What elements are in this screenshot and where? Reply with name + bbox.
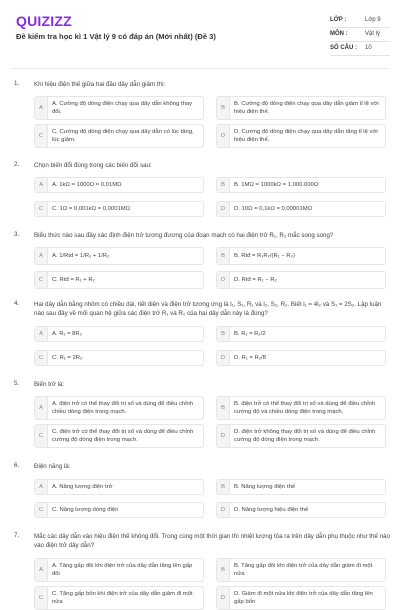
option-d[interactable] [216, 424, 386, 448]
meta-row-count [330, 42, 390, 56]
option-letter: B [217, 327, 230, 341]
divider [330, 55, 390, 56]
option-letter: C [35, 587, 48, 609]
question-text: Khi hiệu điện thế giữa hai đầu dây dẫn giảm thì: [34, 81, 166, 88]
option-letter: D [217, 202, 230, 216]
option-text: B. Cường độ dòng điện chạy qua dây dẫn giảm tỉ lệ với hiệu điện thế. [234, 101, 379, 115]
option-letter: C [35, 425, 48, 447]
option-d[interactable] [216, 271, 386, 289]
option-letter: C [35, 351, 48, 365]
option-letter: D [217, 503, 230, 517]
option-text: A. R₁ = 8R₂ [52, 331, 82, 337]
option-c[interactable] [34, 350, 204, 366]
option-d[interactable] [216, 201, 386, 217]
option-a[interactable] [34, 177, 204, 193]
option-letter: C [35, 503, 48, 517]
option-b[interactable] [216, 326, 386, 342]
meta-value: Lớp 9 [365, 17, 381, 23]
option-letter: C [35, 202, 48, 216]
option-letter: D [217, 272, 230, 288]
meta-label: MÔN : [330, 31, 348, 37]
option-text: D. R₁ = R₂/8 [234, 355, 266, 361]
question-number: 2. [14, 161, 20, 168]
option-b[interactable] [216, 479, 386, 495]
option-text: C. Cường độ dòng điện chạy qua dây dẫn có lúc tăng, lúc giảm. [52, 129, 194, 143]
option-letter: D [217, 425, 230, 447]
quizizz-logo: QUIZIZZ [16, 13, 72, 29]
option-text: D. Giảm đi một nửa khi điện trở của dây dẫn tăng lên gấp bốn [234, 591, 373, 605]
option-letter: A [35, 559, 48, 581]
option-text: C. Rtđ = R₁ + R₂ [52, 277, 95, 283]
option-text: D. Rtđ = R₁ − R₂ [234, 277, 277, 283]
option-a[interactable] [34, 396, 204, 420]
option-text: A. 1kΩ = 1000Ω = 0,01MΩ [52, 182, 122, 188]
meta-row-subject [330, 28, 390, 42]
option-text: B. R₁ = R₂/2 [234, 331, 266, 337]
option-letter: B [217, 397, 230, 419]
option-d[interactable] [216, 350, 386, 366]
option-text: A. điện trở có thể thay đổi trị số và dùng để điều chỉnh chiều dòng điện trong mạch. [52, 401, 194, 415]
option-text: D. 10Ω = 0,1kΩ = 0,00001MΩ [234, 206, 313, 212]
option-text: D. Cường độ dòng điện chạy qua dây dẫn tăng tỉ lệ với hiệu điện thế. [234, 129, 378, 143]
option-a[interactable] [34, 96, 204, 120]
option-text: B. Rtđ = R₁R₂/(R₁ − R₂) [234, 253, 295, 259]
option-text: C. điện trở có thể thay đổi trị số và dùng để điều chỉnh cường độ dòng điện trong mạch. [52, 429, 194, 443]
option-b[interactable] [216, 396, 386, 420]
meta-label: LỚP : [330, 17, 347, 23]
option-letter: B [217, 178, 230, 192]
meta-row-class [330, 14, 390, 28]
option-text: C. Năng lượng dòng điện [52, 507, 119, 513]
option-c[interactable] [34, 124, 204, 148]
option-b[interactable] [216, 558, 386, 582]
option-text: B. Năng lượng điện thế [234, 484, 296, 490]
question-number: 6. [14, 462, 20, 469]
option-b[interactable] [216, 177, 386, 193]
option-letter: D [217, 351, 230, 365]
option-text: C. 1Ω = 0,001kΩ = 0,0001MΩ [52, 206, 131, 212]
page-title: Đề kiểm tra học kì 1 Vật lý 9 có đáp án (Mới nhất) (Đề 3) [16, 32, 216, 41]
option-d[interactable] [216, 586, 386, 610]
meta-label: SỐ CÂU : [330, 45, 357, 51]
option-letter: C [35, 272, 48, 288]
option-a[interactable] [34, 558, 204, 582]
option-text: A. Năng lượng điện trở [52, 484, 113, 490]
question-text: Chọn biến đổi đúng trong các biến đổi sau: [34, 162, 152, 169]
option-c[interactable] [34, 424, 204, 448]
option-letter: B [217, 480, 230, 494]
question-text: Biểu thức nào sau đây xác định điện trở tương đương của đoạn mạch có hai điện trở R₁, R₂ mắc song song? [34, 232, 334, 239]
question-number: 7. [14, 532, 20, 539]
option-a[interactable] [34, 326, 204, 342]
quiz-meta [330, 14, 390, 56]
option-letter: D [217, 125, 230, 147]
option-letter: B [217, 559, 230, 581]
option-c[interactable] [34, 502, 204, 518]
option-letter: D [217, 587, 230, 609]
option-text: B. Tăng gấp đôi khi điện trở của dây dẫn giảm đi một nửa [234, 563, 373, 577]
option-letter: B [217, 248, 230, 264]
option-letter: A [35, 248, 48, 264]
question-number: 4. [14, 300, 20, 307]
option-text: C. R₁ = 2R₂ [52, 355, 83, 361]
option-text: A. Tăng gấp đôi khi điện trở của dây dẫn tăng lên gấp đôi [52, 563, 193, 577]
question-text: Điện năng là: [34, 463, 71, 470]
option-c[interactable] [34, 201, 204, 217]
option-a[interactable] [34, 247, 204, 265]
option-letter: C [35, 125, 48, 147]
option-text: B. điện trở có thể thay đổi trị số và dùng để điều chỉnh cường độ và chiều dòng điện trong mạch. [234, 401, 376, 415]
option-d[interactable] [216, 502, 386, 518]
option-letter: A [35, 178, 48, 192]
question-number: 3. [14, 231, 20, 238]
meta-value: Vật lý [365, 31, 381, 37]
question-text: Biến trở là: [34, 381, 65, 388]
question-text: Hai dây dẫn bằng nhôm có chiều dài, tiết diện và điện trở tương ứng là l₁, S₁, R₁ và l₂, S₂, R₂. Biết l₁ = 4l₂ và S₁ = 2S₂. Lập luận nào sau đây về mối quan hệ giữa các điện trở R₁ và R₂ của hai dây dẫn này là đúng? [34, 301, 382, 317]
option-c[interactable] [34, 271, 204, 289]
option-text: A. 1/Rtđ = 1/R₁ + 1/R₂ [52, 253, 110, 259]
option-letter: A [35, 480, 48, 494]
quiz-header [0, 0, 400, 66]
option-text: A. Cường độ dòng điện chạy qua dây dẫn không thay đổi. [52, 101, 193, 115]
option-c[interactable] [34, 586, 204, 610]
option-d[interactable] [216, 124, 386, 148]
option-letter: A [35, 327, 48, 341]
header-divider [10, 68, 390, 69]
meta-value: 10 [365, 45, 372, 51]
option-text: D. Năng lượng hiệu điện thế [234, 507, 309, 513]
question-text: Mắc các dây dẫn vào hiệu điện thế không đổi. Trong cùng một thời gian thì nhiệt lượng tỏa ra trên dây dẫn phụ thuộc như thế nào vào điện trở dây dẫn? [34, 533, 390, 549]
option-text: C. Tăng gấp bốn khi điện trở của dây dẫn giảm đi một nửa [52, 591, 193, 605]
question-number: 5. [14, 380, 20, 387]
option-letter: B [217, 97, 230, 119]
option-text: B. 1MΩ = 1000kΩ = 1.000.000Ω [234, 182, 319, 188]
option-b[interactable] [216, 247, 386, 265]
option-b[interactable] [216, 96, 386, 120]
option-letter: A [35, 97, 48, 119]
option-letter: A [35, 397, 48, 419]
question-number: 1. [14, 80, 20, 87]
option-a[interactable] [34, 479, 204, 495]
option-text: D. điện trở không thay đổi trị số và dùng để điều chỉnh cường độ dòng điện trong mạch. [234, 429, 376, 443]
